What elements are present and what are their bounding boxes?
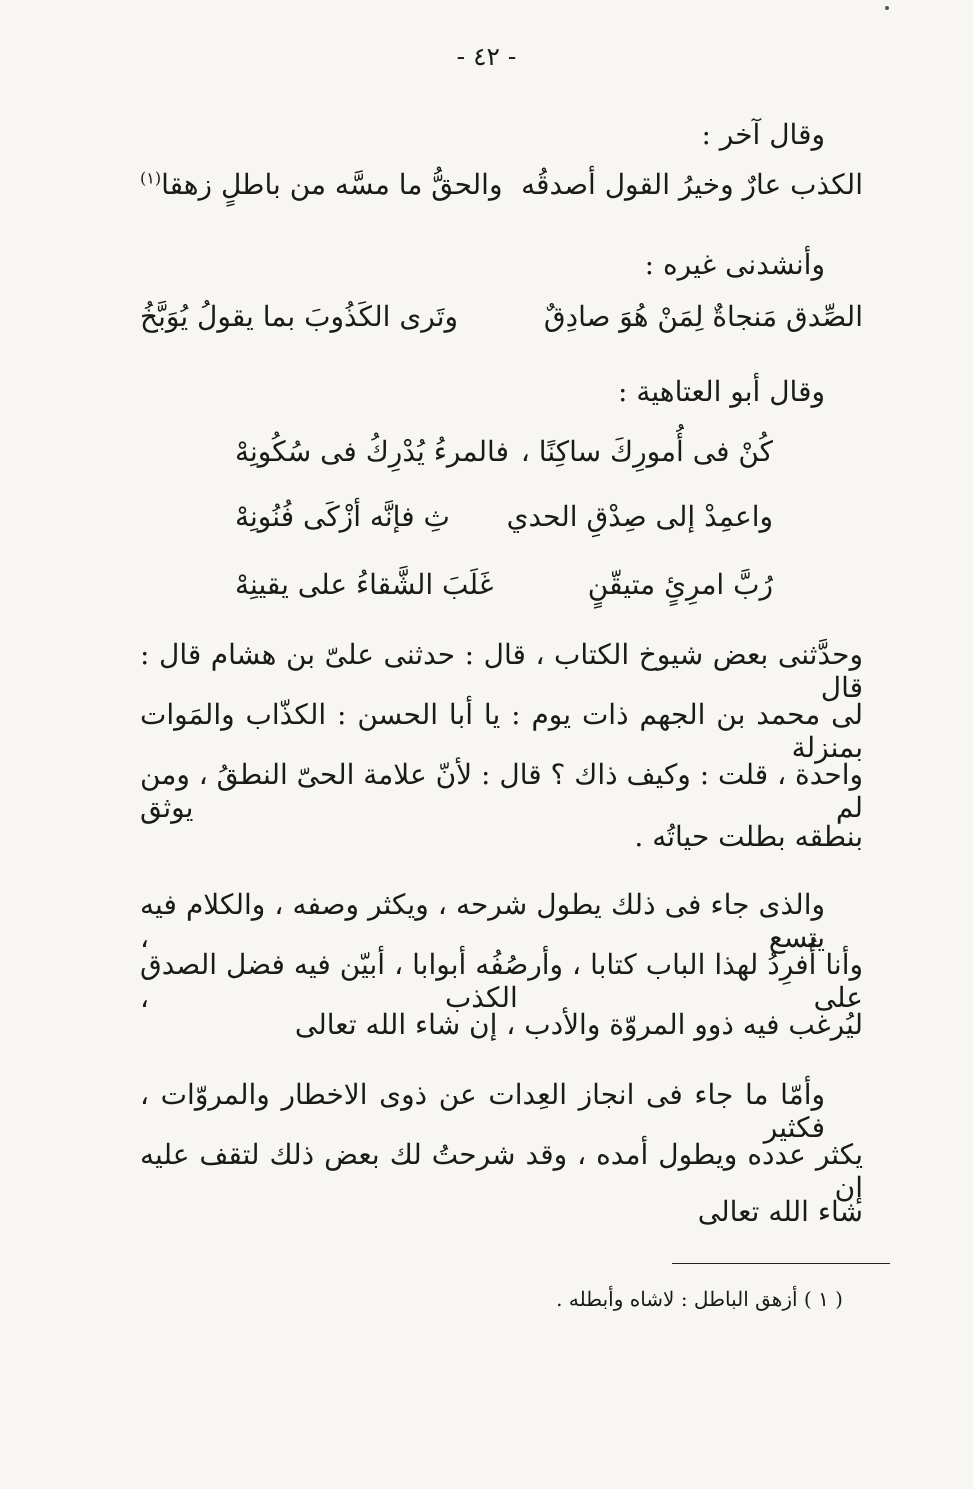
- verse-4-first-hemistich: واعمِدْ إلى صِدْقِ الحدي: [506, 500, 773, 533]
- verse-4-second-hemistich: ثِ فإنَّه أزْكَى فُنُونِهْ: [235, 500, 450, 533]
- intro-line-1: وقال آخر :: [701, 118, 825, 151]
- footnote: ( ١ ) أزهق الباطل : لاشاه وأبطله .: [556, 1287, 843, 1311]
- verse-3-first-hemistich: كُنْ فى أُمورِكَ ساكِنًا ،: [520, 435, 773, 468]
- para-1-line-1: وحدَّثنى بعض شيوخ الكتاب ، قال : حدثنى علىّ بن هشام قال : قال: [140, 638, 863, 704]
- verse-1-first-hemistich: الكذب عارٌ وخيرُ القول أصدقُه: [521, 168, 863, 201]
- verse-3-second-hemistich: فالمرءُ يُدْرِكُ فى سُكُونِهْ: [235, 435, 509, 468]
- footnote-divider: [672, 1263, 890, 1264]
- para-1-line-2: لى محمد بن الجهم ذات يوم : يا أبا الحسن : الكذّاب والمَوات بمنزلة: [140, 698, 863, 764]
- para-1-line-4: بنطقه بطلت حياتُه .: [634, 820, 863, 853]
- scan-speck: [885, 6, 889, 10]
- verse-3: [235, 435, 773, 468]
- para-3-line-1: وأمّا ما جاء فى انجاز العِدات عن ذوى الاخطار والمروّات ، فكثير: [140, 1078, 825, 1144]
- verse-5-first-hemistich: رُبَّ امرِئٍ متيقّنٍ: [587, 568, 773, 601]
- footnote-ref: (١): [140, 168, 162, 188]
- para-3-line-3: شاء الله تعالى: [697, 1195, 863, 1228]
- verse-1-second-text: والحقُّ ما مسَّه من باطلٍ زهقا: [161, 168, 503, 201]
- para-2-line-2: وأنا أُفرِدُ لهذا الباب كتابا ، وأرصُفُه أبوابا ، أبيّن فيه فضل الصدق على الكذب ،: [140, 948, 863, 1014]
- para-1-line-3: واحدة ، قلت : وكيف ذاك ؟ قال : لأنّ علامة الحىّ النطقُ ، ومن لم يوثق: [140, 758, 863, 824]
- para-2-line-1: والذى جاء فى ذلك يطول شرحه ، ويكثر وصفه ، والكلام فيه يتسع ،: [140, 888, 825, 954]
- verse-5-second-hemistich: غَلَبَ الشَّقاءُ على يقينِهْ: [235, 568, 494, 601]
- verse-2-second-hemistich: وتَرى الكَذُوبَ بما يقولُ يُوَبَّخُ: [140, 300, 459, 333]
- verse-5: [235, 568, 773, 601]
- verse-4: [235, 500, 773, 533]
- verse-2: [140, 300, 863, 333]
- intro-line-2: وأنشدنى غيره :: [644, 248, 825, 281]
- para-3-line-2: يكثر عدده ويطول أمده ، وقد شرحتُ لك بعض ذلك لتقف عليه إن: [140, 1138, 863, 1204]
- para-2-line-3: ليُرغب فيه ذوو المروّة والأدب ، إن شاء الله تعالى: [294, 1008, 863, 1041]
- verse-1-second-hemistich: [140, 168, 502, 201]
- verse-1: [140, 168, 863, 201]
- page-number: - ٤٢ -: [456, 42, 517, 71]
- verse-2-first-hemistich: الصِّدق مَنجاةٌ لِمَنْ هُوَ صادِقٌ: [543, 300, 863, 333]
- intro-line-3: وقال أبو العتاهية :: [618, 375, 825, 408]
